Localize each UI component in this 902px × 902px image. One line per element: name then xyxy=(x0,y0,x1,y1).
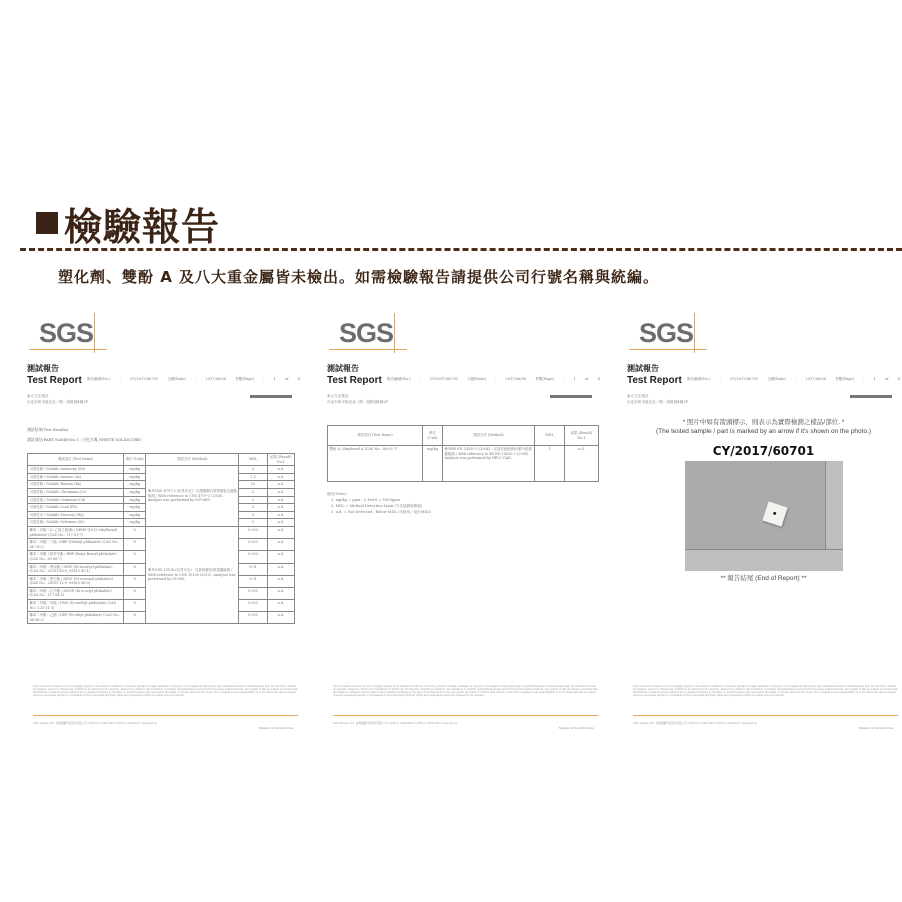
notes: 備註(Note) : 1. mg/kg = ppm ; 0.1wt% = 1000ppm 2. MDL = Method Detection Limit (方法偵測極限值) 3. n.d. = Not Detected ; Below MDL (未檢出 / 低於MDL) xyxy=(327,492,432,514)
photo-note-zh: * 照片中如有箭頭標示，則表示為實際檢測之樣品/部位. * xyxy=(682,419,845,426)
table-row: 可溶性銻 / Soluble Antimony (Sb) mg/kg 參考CNS 4797-3 (玩具安全) - 以感應耦合電漿發射光譜儀檢測 / With reference to CNS 4797-3 (2016). Analysis was performed by ICP-AES. 5 n.d. xyxy=(28,466,295,474)
table-row: 鄰苯二甲酸二異癸酯 / DIDP (Di-isodecyl phthalate) (CAS No.: 26761-40-0; 68515-49-1) % 0.01 n.d. xyxy=(28,563,295,575)
subtitle: 塑化劑、雙酚 A 及八大重金屬皆未檢出。如需檢驗報告請提供公司行號名稱與統編。 xyxy=(58,268,660,286)
table-row: 鄰苯二甲酸二異壬酯 / DINP (Di-isononyl phthalate) (CAS No.: 28553-12-0; 68515-48-0) % 0.01 n.d. xyxy=(28,575,295,587)
table-row: 鄰苯二甲酸丁基苯甲酯 / BBP (Butyl Benzyl phthalate) (CAS No.: 85-68-7) % 0.003 n.d. xyxy=(28,551,295,563)
sample-number: CY/2017/60701 xyxy=(712,444,815,458)
address: 東元方企業社 台北市和平區光北二路一段路巷4號2F xyxy=(27,394,88,404)
sgs-logo: SGS xyxy=(29,317,107,350)
disclaimer: This document is issued by the Company subject to its General Conditions of Service printed overleaf, available on request or accessible at http://www.sgs.com/en/Terms-and-Conditions.aspx and, for electronic format documents, subject to Terms and Conditions for Electronic Documents. Attention is drawn to the limitation of liability, indemnification and jurisdiction issues defined therein. Any holder of this document is advised that information contained hereon reflects the Company's findings at the time of its intervention only and within the limits of Client's instructions, if any. The Company's sole responsibility is to its Client and this document does not exonerate parties to a transaction from exercising all their rights and obligations under the transaction documents. xyxy=(33,685,298,697)
bpa-table: 測試項目 (Test Items) 單位 (Unit) 測試方法 (Method) MDL 結果 (Result) No.1 雙酚 A / Bisphenol A (CAS No.: 80-05-7) mg/kg 參考BS EN 14350-2 (2004) - 以高效液相層析/紫外偵測器檢測 / With reference to BS EN 14350-2 (2004). Analysis was performed by HPLC-DAD. 1 n.d. xyxy=(327,425,599,482)
results-table: 測試項目 (Test Items) 單位 (Unit) 測試方法 (Method) MDL 結果 (Result) No.1 可溶性銻 / Soluble Antimony (Sb) mg/kg 參考CNS 4797-3 (玩具安全) - 以感應耦合電漿發射光譜儀檢測 / With reference to CNS 4797-3 (2016). Analysis was performed by ICP-AES. 5 n.d. 可溶性砷 / Soluble Arsenic (As) mg/kg 2.5 n.d. 可溶性鋇 / Soluble Barium (Ba) mg/kg 10 n.d. 可溶性鉻 / Soluble Chromium (Cr) mg/kg 5 n.d. 可溶性鎘 / Soluble Cadmium (Cd) mg/kg 5 n.d. 可溶性鉛 / Soluble Lead (Pb) mg/kg 5 n.d. 可溶性汞 / Soluble Mercury (Hg) mg/kg 5 n.d. 可溶性硒 / Soluble Selenium (Se) mg/kg 5 n.d. 鄰苯二甲酸二(2-乙基己基)酯 / DEHP (Di-(2-ethylhexyl) phthalate) (CAS No.: 117-81-7) % 參考CNS 15138 (玩具安全) - 以氣相層析/質譜儀檢測 / With reference to CNS 15138 (2012). Analysis was performed by GC/MS. 0.003 n.d. 鄰苯二甲酸二丁酯 / DBP (Dibutyl phthalate) (CAS No.: 84-74-2) % 0.003 n.d. 鄰苯二甲酸丁基苯甲酯 / BBP (Butyl Benzyl phthalate) (CAS No.: 85-68-7) % 0.003 n.d. 鄰苯二甲酸二異癸酯 / DIDP (Di-isodecyl phthalate) (CAS No.: 26761-40-0; 68515-49-1) % 0.01 n.d. 鄰苯二甲酸二異壬酯 / DINP (Di-isononyl phthalate) (CAS No.: 28553-12-0; 68515-48-0) % 0.01 n.d. 鄰苯二甲酸二正辛酯 / DNOP (Di-n-octyl phthalate) (CAS No.: 117-84-0) % 0.003 n.d. 鄰苯二甲酸二甲酯 / DMP (Di-methyl phthalate) (CAS No.: 131-11-3) % 0.003 n.d. 鄰苯二甲酸二乙酯 / DEP (Di-ethyl phthalate) (CAS No.: 84-66-2) % 0.003 n.d. xyxy=(27,453,295,624)
table-row: 可溶性鋇 / Soluble Barium (Ba) mg/kg 10 n.d. xyxy=(28,481,295,489)
table-row: 可溶性砷 / Soluble Arsenic (As) mg/kg 2.5 n.d. xyxy=(28,473,295,481)
report-title-zh: 測試報告 xyxy=(27,363,59,373)
table-row: 鄰苯二甲酸二乙酯 / DEP (Di-ethyl phthalate) (CAS No.: 84-66-2) % 0.003 n.d. xyxy=(28,612,295,624)
table-row: 可溶性硒 / Soluble Selenium (Se) mg/kg 5 n.d. xyxy=(28,519,295,527)
white-cube-sample xyxy=(762,501,787,526)
report-page-1 xyxy=(25,315,302,735)
table-row: 可溶性鉻 / Soluble Chromium (Cr) mg/kg 5 n.d. xyxy=(28,488,295,496)
results-heading: 測試結果(Test Results) xyxy=(27,427,69,432)
report-meta: 報告編號(No.) : CY/2017/60701 日期(Date) : 2017/06/06 頁數(Page) : 1 of 4 xyxy=(87,377,300,381)
table-row: 鄰苯二甲酸二正辛酯 / DNOP (Di-n-octyl phthalate) (CAS No.: 117-84-0) % 0.003 n.d. xyxy=(28,587,295,599)
footer-divider xyxy=(33,715,298,716)
sample-photo xyxy=(685,461,843,571)
table-row: 鄰苯二甲酸二甲酯 / DMP (Di-methyl phthalate) (CAS No.: 131-11-3) % 0.003 n.d. xyxy=(28,600,295,612)
barcode xyxy=(550,395,592,398)
dashed-divider xyxy=(20,248,902,251)
report-page-3: SGS 測試報告 Test Report 報告編號(No.) : CY/2017/60701 日期(Date) : 2017/06/06 頁數(Page) : 1 of 4 東元方企業社 台北市和平區光北二路一段路巷4號2F * 照片中如有箭頭標示，則表示為實際檢測之樣品/部位. * (The tested sample / part is marked by an arrow if it's shown on the photo.) CY/2017/60701 ** 報告結尾 (End of Report) ** This document is issued by the Company subject to its General Conditions of Service printed overleaf, available on request or accessible at http://www.sgs.com/en/Terms-and-Conditions.aspx and, for electronic format documents, subject to Terms and Conditions for Electronic Documents. Attention is drawn to the limitation of liability, indemnification and jurisdiction issues defined therein. Any holder of this document is advised that information contained hereon reflects the Company's findings at the time of its intervention only and within the limits of Client's instructions, if any. The Company's sole responsibility is to its Client and this document does not exonerate parties to a transaction from exercising all their rights and obligations under the transaction documents. SGS Taiwan Ltd. 台灣檢驗科技股份有限公司 t (886-2) 2299-3939 f (886-2) 2299-3237 www.sgs.tw Member of the SGS Group xyxy=(625,315,902,735)
table-row: 可溶性鎘 / Soluble Cadmium (Cd) mg/kg 5 n.d. xyxy=(28,496,295,504)
part-name: 測試部位(PART NAME)No.1 : 白色方塊 (WHITE SOLIDCUBE) xyxy=(27,437,142,442)
photo-note-en: (The tested sample / part is marked by an arrow if it's shown on the photo.) xyxy=(655,428,872,435)
page-title: 檢驗報告 xyxy=(36,196,220,251)
sgs-logo: SGS xyxy=(629,317,707,350)
table-row: 可溶性鉛 / Soluble Lead (Pb) mg/kg 5 n.d. xyxy=(28,504,295,512)
footer-line: SGS Taiwan Ltd. 台灣檢驗科技股份有限公司 t (886-2) 2299-3939 f (886-2) 2299-3237 www.sgs.tw xyxy=(33,722,158,725)
table-row: 可溶性汞 / Soluble Mercury (Hg) mg/kg 5 n.d. xyxy=(28,511,295,519)
ruler xyxy=(685,549,843,571)
square-bullet-icon xyxy=(36,212,58,234)
end-of-report: ** 報告結尾 (End of Report) ** xyxy=(720,575,807,582)
barcode xyxy=(850,395,892,398)
report-title-en: Test Report xyxy=(27,375,82,386)
table-row: 鄰苯二甲酸二丁酯 / DBP (Dibutyl phthalate) (CAS No.: 84-74-2) % 0.003 n.d. xyxy=(28,539,295,551)
member-text: Member of the SGS Group xyxy=(259,727,294,730)
report-page-2: SGS 測試報告 Test Report 報告編號(No.) : CY/2017/60701 日期(Date) : 2017/06/06 頁數(Page) : 1 of 4 東元方企業社 台北市和平區光北二路一段路巷4號2F 測試項目 (Test Items) 單位 (Unit) 測試方法 (Method) MDL 結果 (Result) No.1 雙酚 A / Bisphenol A (CAS No.: 80-05-7) mg/kg 參考BS EN 14350-2 (2004) - 以高效液相層析/紫外偵測器檢測 / With reference to BS EN 14350-2 (2004). Analysis was performed by HPLC-DAD. 1 n.d. 備註(Note) : 1. mg/kg = ppm ; 0.1wt% = 1000ppm 2. MDL = Method Detection Limit (方法偵測極限值) 3. n.d. = Not Detected ; Below MDL (未檢出 / 低於MDL) This document is issued by the Company subject to its General Conditions of Service printed overleaf, available on request or accessible at http://www.sgs.com/en/Terms-and-Conditions.aspx and, for electronic format documents, subject to Terms and Conditions for Electronic Documents. Attention is drawn to the limitation of liability, indemnification and jurisdiction issues defined therein. Any holder of this document is advised that information contained hereon reflects the Company's findings at the time of its intervention only and within the limits of Client's instructions, if any. The Company's sole responsibility is to its Client and this document does not exonerate parties to a transaction from exercising all their rights and obligations under the transaction documents. SGS Taiwan Ltd. 台灣檢驗科技股份有限公司 t (886-2) 2299-3939 f (886-2) 2299-3237 www.sgs.tw Member of the SGS Group xyxy=(327,318,600,730)
barcode xyxy=(250,395,292,398)
table-row: 鄰苯二甲酸二(2-乙基己基)酯 / DEHP (Di-(2-ethylhexyl) phthalate) (CAS No.: 117-81-7) % 參考CNS 15138 (玩具安全) - 以氣相層析/質譜儀檢測 / With reference to CNS 15138 (2012). Analysis was performed by GC/MS. 0.003 n.d. xyxy=(28,526,295,538)
sgs-logo: SGS xyxy=(329,317,407,350)
